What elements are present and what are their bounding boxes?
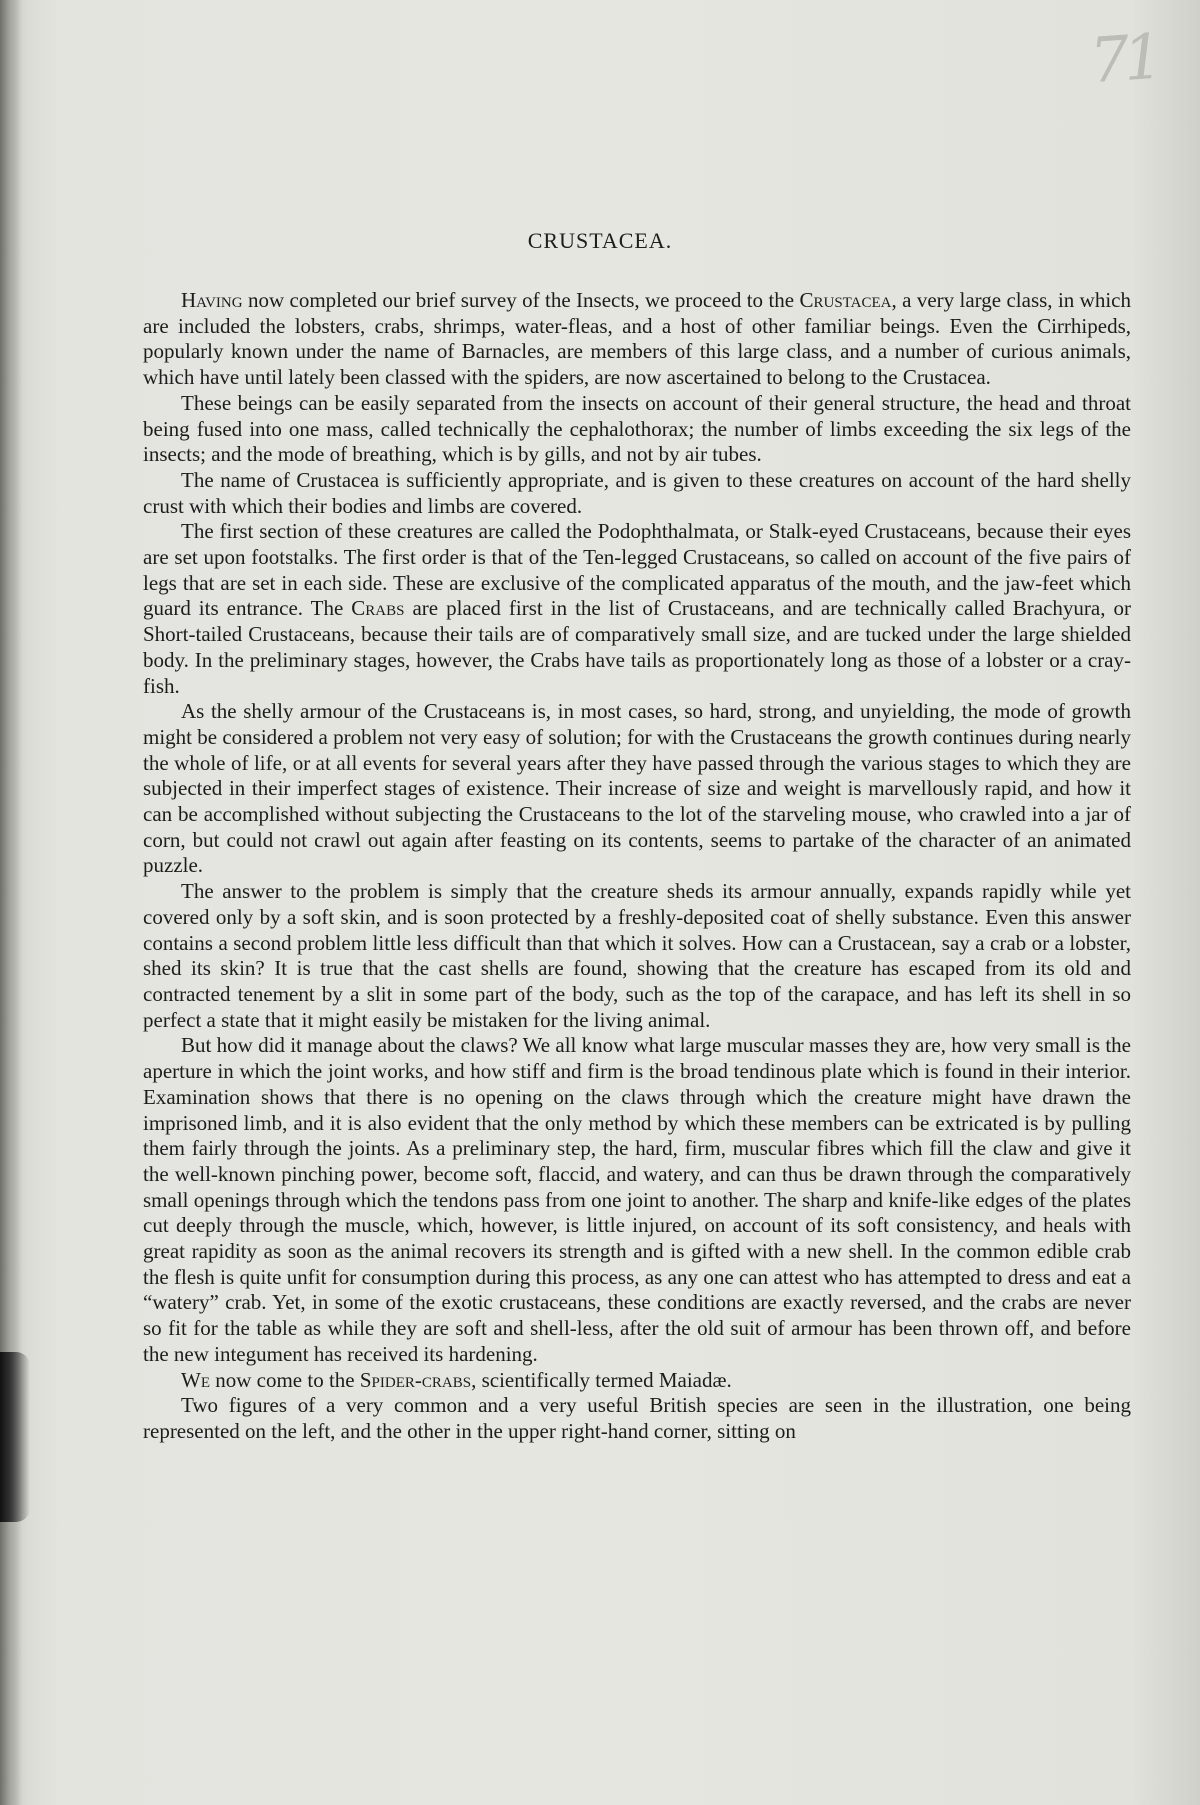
paragraph-text: now completed our brief survey of the Insects, we proceed to the	[242, 288, 800, 312]
page-title: CRUSTACEA.	[527, 228, 673, 253]
binding-mark	[0, 1352, 30, 1522]
paragraph-6: The answer to the problem is simply that the creature sheds its armour annually, expands rapidly while yet covered only by a soft skin, and is soon protected by a freshly-deposited coat of shelly substance. Even this answer contains a second problem little less difficult than that which it solves. How can a Crustacean, say a crab or a lobster, shed its skin? It is true that the cast shells are found, showing that the creature has escaped from its old and contracted tenement by a slit in some part of the body, such as the top of the carapace, and has left its shell in so perfect a state that it might easily be mistaken for the living animal.	[143, 879, 1131, 1032]
paragraph-term: Crustacea	[799, 288, 892, 312]
paragraph-2: These beings can be easily separated from the insects on account of their general structure, the head and throat being fused into one mass, called technically the cephalothorax; the number of limbs exceeding the six legs of the insects; and the mode of breathing, which is by gills, and not by air tubes.	[143, 390, 1131, 467]
paragraph-term: Spider-crabs	[359, 1367, 472, 1392]
paragraph-text: now come to the	[209, 1367, 360, 1392]
page-spine-shadow	[0, 0, 22, 1805]
paragraph-5: As the shelly armour of the Crustaceans is, in most cases, so hard, strong, and unyielding, the mode of growth might be considered a problem not very easy of solution; for with the Crustaceans the growth continues during nearly the whole of life, or at all events for several years after they have passed through the various stages to which they are subjected in their imperfect stages of existence. Their increase of size and weight is marvellously rapid, and how it can be accomplished without subjecting the Crustaceans to the lot of the starveling mouse, who crawled into a jar of corn, but could not crawl out again after feasting on its contents, seems to partake of the character of an animated puzzle.	[143, 699, 1131, 878]
paragraph-lead: Having	[181, 288, 243, 312]
article-body	[143, 288, 1131, 1445]
paragraph-term: Crabs	[351, 596, 405, 621]
paragraph-text: The first section of these creatures are called the Podophthalmata, or Stalk-eyed Crustaceans, because their eyes are set upon footstalks. The first order is that of the Ten-legged Crustaceans, so called on account of the five pairs of legs that are set in each side. These are exclusive of the complicated apparatus of the mouth, and the jaw-feet which guard its entrance. The	[143, 519, 1131, 621]
paragraph-8	[143, 1368, 1131, 1394]
paragraph-rest: , scientifically termed Maiadæ.	[471, 1367, 732, 1392]
paragraph-rest: , a very large class, in which are included the lobsters, crabs, shrimps, water-fleas, and a host of other familiar beings. Even the Cirrhipeds, popularly known under the name of Barnacles, are members of this large class, and a number of curious animals, which have until lately been classed with the spiders, are now ascertained to belong to the Crustacea.	[143, 288, 1131, 390]
paragraph-1	[143, 288, 1131, 391]
paragraph-9: Two figures of a very common and a very useful British species are seen in the illustration, one being represented on the left, and the other in the upper right-hand corner, sitting on	[143, 1393, 1131, 1443]
paragraph-4	[143, 519, 1131, 699]
paragraph-rest: are placed first in the list of Crustaceans, and are technically called Brachyura, or Short-tailed Crustaceans, because their tails are of comparatively small size, and are tucked under the large shielded body. In the preliminary stages, however, the Crabs have tails as proportionately long as those of a lobster or a cray-fish.	[143, 596, 1131, 698]
page-number: 71	[1087, 19, 1160, 98]
paragraph-3: The name of Crustacea is sufficiently appropriate, and is given to these creatures on account of the hard shelly crust with which their bodies and limbs are covered.	[143, 467, 1131, 518]
paragraph-lead: We	[181, 1367, 210, 1392]
paragraph-7: But how did it manage about the claws? We all know what large muscular masses they are, how very small is the aperture in which the joint works, and how stiff and firm is the broad tendinous plate which is found in their interior. Examination shows that there is no opening on the claws through which the creature might have drawn the imprisoned limb, and it is also evident that the only method by which these members can be extricated is by pulling them fairly through the joints. As a preliminary step, the hard, firm, muscular fibres which fill the claw and give it the well-known pinching power, become soft, flaccid, and watery, and can thus be drawn through the comparatively small openings through which the tendons pass from one joint to another. The sharp and knife-like edges of the plates cut deeply through the muscle, which, however, is little injured, on account of its soft consistency, and heals with great rapidity as soon as the animal recovers its strength and is gifted with a new shell. In the common edible crab the flesh is quite unfit for consumption during this process, as any one can attest who has attempted to dress and eat a “watery” crab. Yet, in some of the exotic crustaceans, these conditions are exactly reversed, and the crabs are never so fit for the table as while they are soft and shell-less, after the old suit of armour has been thrown off, and before the new integument has received its hardening.	[143, 1033, 1131, 1366]
